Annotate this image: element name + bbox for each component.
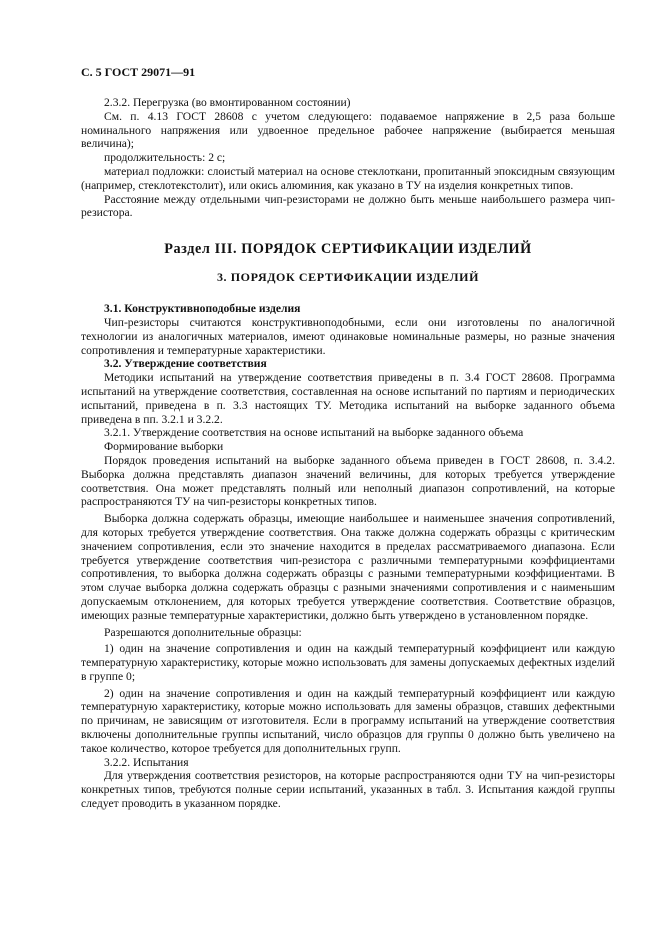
paragraph-tests: Для утверждения соответствия резисторов, на которые распространяются одни ТУ на чип-резисторы конкретных типов, требуются полные серии испытаний, указанных в табл. 3. Испытания каждой группы следует проводить в указанном порядке. (81, 769, 615, 811)
page-header: С. 5 ГОСТ 29071—91 (81, 65, 196, 79)
duration-text: продолжительность: 2 с; (104, 151, 226, 165)
clause-2-3-2-text: См. п. 4.13 ГОСТ 28608 с учетом следующего: подаваемое напряжение в 2,5 раза больше номинального напряжения или удвоенное предельное рабочее напряжение (выбирается меньшая величина); (81, 109, 615, 151)
chapter-title: 3. ПОРЯДОК СЕРТИФИКАЦИИ ИЗДЕЛИЙ (216, 270, 480, 285)
section-title: Раздел III. ПОРЯДОК СЕРТИФИКАЦИИ ИЗДЕЛИЙ (164, 241, 532, 258)
heading-3-2-1: 3.2.1. Утверждение соответствия на основе испытаний на выборке заданного объема (104, 426, 524, 440)
clause-2-3-2-title: 2.3.2. Перегрузка (во вмонтированном состоянии) (104, 96, 351, 109)
paragraph-3-1: Чип-резисторы считаются конструктивноподобными, если они изготовлены по аналогичной технологии из аналогичных материалов, имеют одинаковые номинальные размеры, но разные значения сопротивления и температурные характеристики. (81, 315, 615, 357)
heading-3-2-2: 3.2.2. Испытания (104, 755, 189, 769)
heading-sampling: Формирование выборки (104, 440, 224, 454)
list-item-1: 1) один на значение сопротивления и один на каждый температурный коэффициент или каждую температурную характеристику, которые можно использовать для замены допускаемых дефектных изделий в группе 0; (81, 642, 615, 683)
list-item-2: 2) один на значение сопротивления и один на каждый температурный коэффициент или каждую температурную характеристику, которые можно использовать для замены образцов, ставших дефектными по причинам, не зависящим от изготовителя. Если в программу испытаний на утверждение соответствия включены дополнительные группы испытаний, число образцов для группы 0 должно быть увеличено на такое количество, которое требуется для дополнительных групп. (81, 686, 615, 755)
substrate-text: материал подложки: слоистый материал на основе стеклоткани, пропитанный эпоксидным связующим (например, стеклотекстолит), или окись алюминия, как указано в ТУ на изделия конкретных типов. (81, 164, 615, 192)
distance-text: Расстояние между отдельными чип-резисторами не должно быть меньше наибольшего размера чип-резистора. (81, 192, 615, 220)
heading-3-1: 3.1. Конструктивноподобные изделия (104, 302, 301, 316)
paragraph-sample-contents: Выборка должна содержать образцы, имеющие наибольшее и наименьшее значения сопротивлений, для которых требуется утверждение соответствия. Она также должна содержать образцы с критическим значением сопротивления, если это значение находится в пределах рассматриваемого диапазона. Если требуется утверждение соответствия чип-резистора с различными температурными коэффициентами сопротивления, то выборка должна содержать образцы с разными температурными коэффициентами. В этом случае выборка должна содержать образцы с разными значениями сопротивления и с наименьшим допускаемым отклонением, для которых требуется утверждение соответствия. Соответствие образцов, имеющих разные температурные характеристики, должно быть утверждено в установленном порядке. (81, 512, 615, 622)
heading-3-2: 3.2. Утверждение соответствия (104, 357, 267, 371)
document-body (81, 96, 615, 811)
paragraph-3-2: Методики испытаний на утверждение соответствия приведены в п. 3.4 ГОСТ 28608. Программа испытаний на утверждение соответствия, составленная на основе испытаний по партиям и периодических испытаний, приведена в п. 3.3 настоящих ТУ. Методика испытаний на выборке заданного объема приведена в пп. 3.2.1 и 3.2.2. (81, 371, 615, 426)
paragraph-sampling: Порядок проведения испытаний на выборке заданного объема приведен в ГОСТ 28608, п. 3.4.2. Выборка должна представлять диапазон значений величины, для которых требуется утверждение соответствия. Она может представлять полный или неполный диапазон сопротивлений, на которые распространяются ТУ на чип-резисторы конкретных типов. (81, 453, 615, 509)
paragraph-allowed-samples: Разрешаются дополнительные образцы: (104, 625, 302, 639)
